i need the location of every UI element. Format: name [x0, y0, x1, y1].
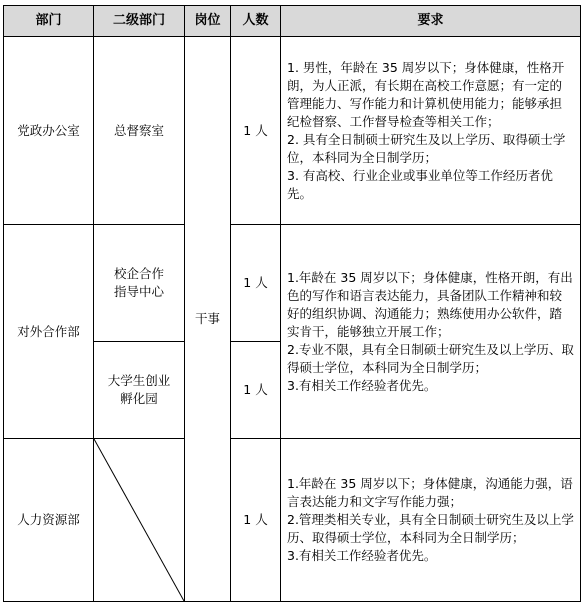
count-cell: 1 人 — [231, 37, 281, 225]
requirement-line: 3.有相关工作经验者优先。 — [287, 377, 437, 393]
table-row — [4, 439, 581, 602]
department-cell: 人力资源部 — [4, 439, 94, 602]
requirement-line: 2. 具有全日制硕士研究生及以上学历、取得硕士学位，本科同为全日制学历； — [287, 131, 566, 165]
requirement-line: 2.专业不限，具有全日制硕士研究生及以上学历、取得硕士学位，本科同为全日制学历； — [287, 341, 574, 375]
sub-department-label: 大学生创业孵化园 — [107, 373, 171, 406]
requirement-line: 1.年龄在 35 周岁以下；身体健康，性格开朗，有出色的写作和语言表达能力，具备团队工作精神和较好的组织协调、沟通能力；熟练使用办公软件，踏实肯干，能够独立开展工作； — [287, 269, 573, 339]
header-row — [4, 6, 581, 37]
job-table — [3, 5, 581, 602]
requirement-line: 3. 有高校、行业企业或事业单位等工作经历者优先。 — [287, 167, 553, 201]
requirement-line: 3.有相关工作经验者优先。 — [287, 548, 437, 563]
sub-department-cell — [94, 342, 185, 439]
count-cell: 1 人 — [231, 439, 281, 602]
sub-department-cell — [94, 225, 185, 342]
header-department: 部门 — [4, 6, 94, 37]
requirements-cell — [281, 37, 581, 225]
requirement-line: 1.年龄在 35 周岁以下；身体健康，沟通能力强，语言表达能力和文字写作能力强； — [287, 476, 573, 509]
empty-diagonal-cell — [94, 439, 185, 602]
header-sub-department: 二级部门 — [94, 6, 185, 37]
department-cell: 党政办公室 — [4, 37, 94, 225]
header-count: 人数 — [231, 6, 281, 37]
count-cell: 1 人 — [231, 225, 281, 342]
sub-department-label: 校企合作指导中心 — [113, 266, 164, 299]
position-cell: 干事 — [185, 37, 231, 602]
header-position: 岗位 — [185, 6, 231, 37]
count-cell: 1 人 — [231, 342, 281, 439]
requirements-cell — [281, 225, 581, 439]
requirement-line: 2.管理类相关专业，具有全日制硕士研究生及以上学历、取得硕士学位，本科同为全日制学历； — [287, 512, 574, 545]
requirements-cell — [281, 439, 581, 602]
table-row — [4, 225, 581, 342]
header-requirements: 要求 — [281, 6, 581, 37]
department-cell: 对外合作部 — [4, 225, 94, 439]
sub-department-cell: 总督察室 — [94, 37, 185, 225]
table-row — [4, 37, 581, 225]
requirement-line: 1. 男性，年龄在 35 周岁以下；身体健康，性格开朗，为人正派，有长期在高校工作意愿；有一定的管理能力、写作能力和计算机使用能力；能够承担纪检督察、工作督导检查等相关工作； — [287, 59, 565, 129]
diagonal-line — [94, 439, 184, 601]
